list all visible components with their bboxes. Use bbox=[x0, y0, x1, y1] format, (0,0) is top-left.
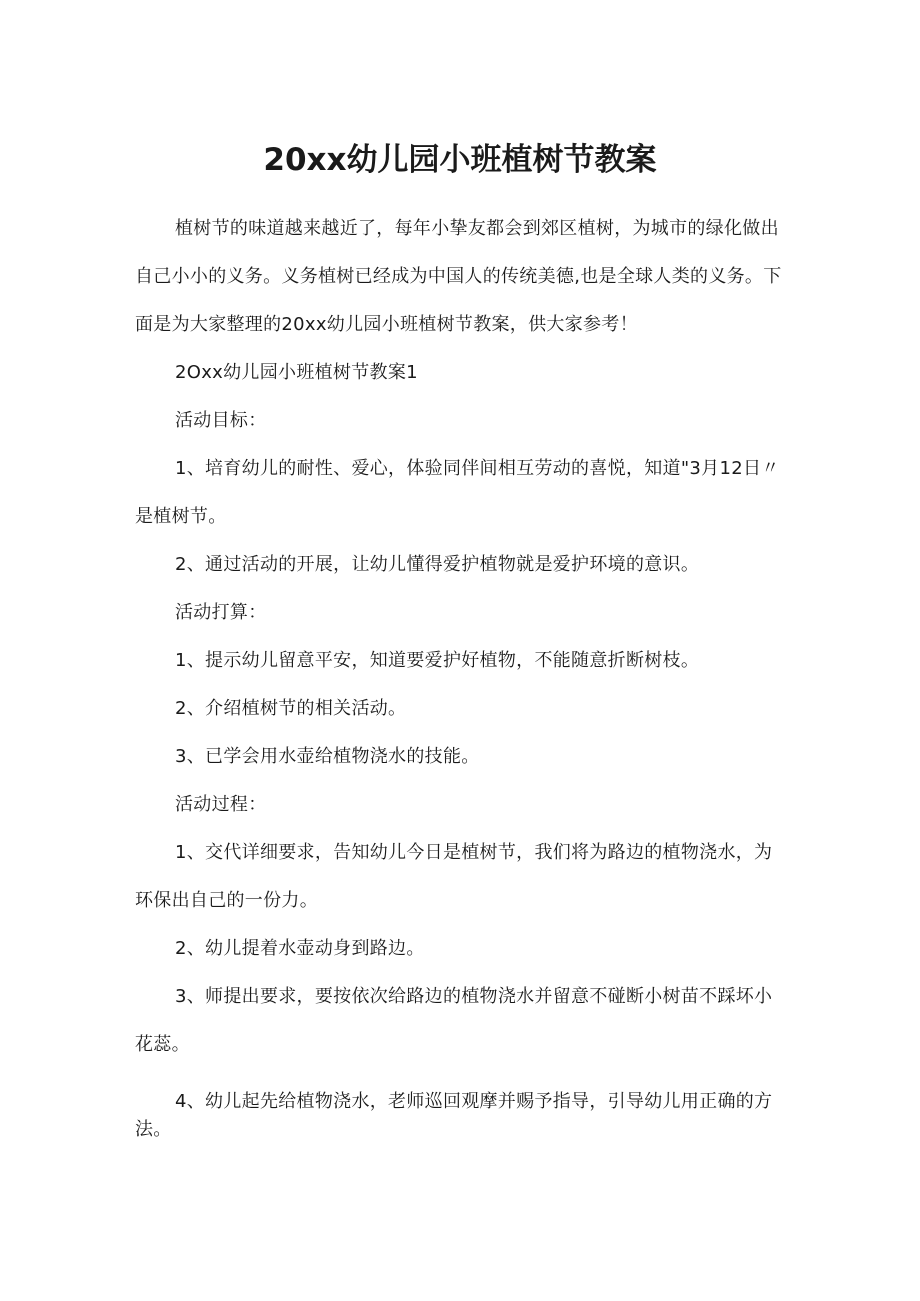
goal-item-2: 2、通过活动的开展，让幼儿懂得爱护植物就是爱护环境的意识。 bbox=[175, 554, 700, 575]
preparation-item-3: 3、已学会用水壶给植物浇水的技能。 bbox=[175, 746, 480, 767]
section-heading-goals: 活动目标： bbox=[175, 410, 267, 431]
document-title: 20xx幼儿园小班植树节教案 bbox=[263, 142, 657, 178]
process-item-2: 2、幼儿提着水壶动身到路边。 bbox=[175, 938, 425, 959]
process-item-3: 3、师提出要求，要按依次给路边的植物浇水并留意不碰断小树苗不踩坏小花蕊。 bbox=[135, 986, 773, 1055]
lesson-plan-heading: 2Oxx幼儿园小班植树节教案1 bbox=[175, 362, 418, 383]
process-item-1: 1、交代详细要求，告知幼儿今日是植树节，我们将为路边的植物浇水，为环保出自己的一份力。 bbox=[135, 842, 773, 911]
process-item-4: 4、幼儿起先给植物浇水，老师巡回观摩并赐予指导，引导幼儿用正确的方法。 bbox=[135, 1091, 773, 1140]
section-heading-preparation: 活动打算： bbox=[175, 602, 267, 623]
section-heading-process: 活动过程： bbox=[175, 794, 267, 815]
preparation-item-2: 2、介绍植树节的相关活动。 bbox=[175, 698, 407, 719]
preparation-item-1: 1、提示幼儿留意平安，知道要爱护好植物，不能随意折断树枝。 bbox=[175, 650, 700, 671]
intro-paragraph: 植树节的味道越来越近了，每年小挚友都会到郊区植树，为城市的绿化做出自己小小的义务。义务植树已经成为中国人的传统美德,也是全球人类的义务。下面是为大家整理的20xx幼儿园小班植树节教案，供大家参考！ bbox=[135, 218, 782, 335]
goal-item-1: 1、培育幼儿的耐性、爱心，体验同伴间相互劳动的喜悦，知道"3月12日〃是植树节。 bbox=[135, 458, 780, 527]
